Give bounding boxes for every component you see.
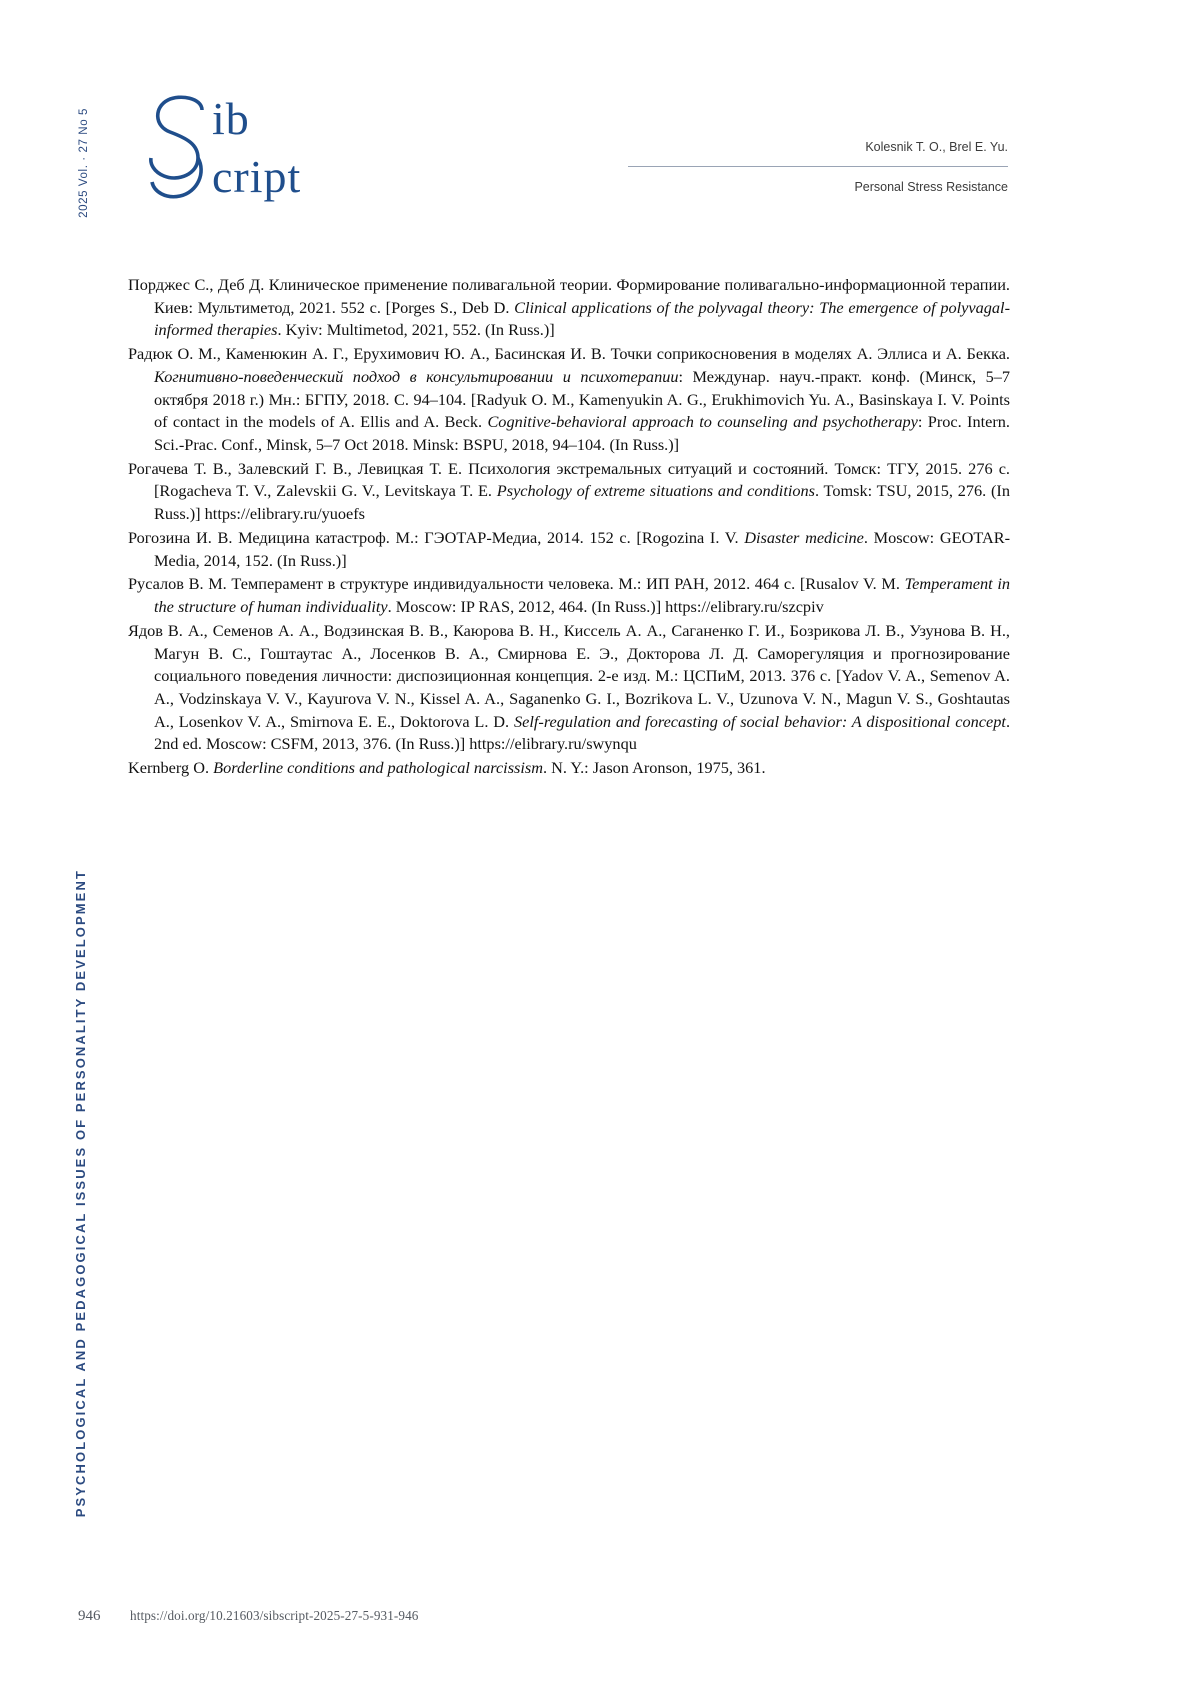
reference-text: : Proc. Intern. Sci.-Prac. Conf., Minsk, 5–7 Oct 2018. Minsk: BSPU, 2018, 94–104. (In Russ.)] xyxy=(154,412,1010,455)
page-header xyxy=(128,88,1008,216)
reference-text: Рогачева Т. В., Залевский Г. В., Левицкая Т. Е. Психология экстремальных ситуаций и состояний. Томск: ТГУ, 2015. 276 с. [Rogacheva T. V., Zalevskii G. V., Levitskaya T. E. xyxy=(128,458,1010,501)
reference-title-italic: Self-regulation and forecasting of social behavior: A dispositional concept xyxy=(513,711,1006,731)
section-label: PSYCHOLOGICAL AND PEDAGOGICAL ISSUES OF PERSONALITY DEVELOPMENT xyxy=(73,868,88,1517)
reference-title-italic: Clinical applications of the polyvagal theory: The emergence of polyvagal-informed therapies xyxy=(154,297,1010,340)
svg-text:ib: ib xyxy=(212,93,250,144)
reference-item xyxy=(128,573,1010,618)
reference-text: . 2nd ed. Moscow: CSFM, 2013, 376. (In Russ.)] https://elibrary.ru/swynqu xyxy=(154,711,1011,754)
reference-item xyxy=(128,343,1010,457)
reference-item xyxy=(128,527,1010,572)
reference-text: Русалов В. М. Темперамент в структуре индивидуальности человека. М.: ИП РАН, 2012. 464 с. [Rusalov V. M. xyxy=(128,574,905,594)
reference-text: . Tomsk: TSU, 2015, 276. (In Russ.)] https://elibrary.ru/yuoefs xyxy=(154,481,1010,524)
reference-title-italic: Когнитивно-поведенческий подход в консультировании и психотерапии xyxy=(154,366,679,386)
svg-text:cript: cript xyxy=(212,151,302,202)
sibscript-logo xyxy=(128,88,358,216)
reference-title-italic: Borderline conditions and pathological narcissism xyxy=(213,758,543,778)
page-footer xyxy=(78,1607,1018,1625)
issue-label: 2025 Vol. · 27 No 5 xyxy=(78,108,90,218)
reference-item xyxy=(128,620,1010,756)
header-article-title: Personal Stress Resistance xyxy=(854,180,1008,194)
reference-text: . Moscow: IP RAS, 2012, 464. (In Russ.)] https://elibrary.ru/szcpiv xyxy=(387,597,824,617)
header-meta xyxy=(488,140,1008,194)
reference-title-italic: Cognitive-behavioral approach to counseling and psychotherapy xyxy=(487,412,918,432)
doi-link[interactable]: https://doi.org/10.21603/sibscript-2025-27-5-931-946 xyxy=(130,1608,419,1623)
reference-text: Порджес С., Деб Д. Клиническое применение поливагальной теории. Формирование поливагально-информационной терапии. Киев: Мультиметод, 2021. 552 с. [Porges S., Deb D. xyxy=(128,275,1010,317)
reference-text: . Moscow: GEOTAR-Media, 2014, 152. (In Russ.)] xyxy=(154,527,1011,570)
reference-item xyxy=(128,458,1010,526)
reference-text: . N. Y.: Jason Aronson, 1975, 361. xyxy=(543,758,766,778)
reference-item xyxy=(128,757,1010,780)
reference-text: Ядов В. А., Семенов А. А., Водзинская В. В., Каюрова В. Н., Киссель А. А., Саганенко Г. И., Бозрикова Л. В., Узунова В. Н., Магун В. С., Гоштаутас А., Лосенков В. А., Смирнова Е. Э., Докторова Л. Д. Саморегуляция и прогнозирование социального поведения личности: диспозиционная концепция. 2-е изд. М.: ЦСПиМ, 2013. 376 с. [Yadov V. A., Semenov A. A., Vodzinskaya V. V., Kayurova V. N., Kissel A. A., Saganenko G. I., Bozrikova L. V., Uzunova V. N., Magun V. S., Goshtautas A., Losenkov V. A., Smirnova E. E., Doktorova L. D. xyxy=(128,620,1010,731)
reference-text: Рогозина И. В. Медицина катастроф. М.: ГЭОТАР-Медиа, 2014. 152 с. [Rogozina I. V. xyxy=(128,527,745,547)
reference-text: : Междунар. науч.-практ. конф. (Минск, 5–7 октября 2018 г.) Мн.: БГПУ, 2018. С. 94–104. [Radyuk O. M., Kamenyukin A. G., Erukhimovich Yu. A., Basinskaya I. V. Points of contact in the models of A. Ellis and A. Beck. xyxy=(154,366,1010,432)
reference-text: Радюк О. М., Каменюкин А. Г., Ерухимович Ю. А., Басинская И. В. Точки соприкосновения в моделях А. Эллиса и А. Бекка. xyxy=(128,344,1010,364)
reference-list xyxy=(128,274,1010,781)
reference-text: Kernberg O. xyxy=(128,758,214,778)
reference-text: . Kyiv: Multimetod, 2021, 552. (In Russ.)] xyxy=(277,320,555,340)
reference-title-italic: Temperament in the structure of human individuality xyxy=(154,574,1010,617)
page-number: 946 xyxy=(78,1608,101,1624)
reference-title-italic: Psychology of extreme situations and conditions xyxy=(496,481,815,501)
reference-title-italic: Disaster medicine xyxy=(744,527,864,547)
header-authors: Kolesnik T. O., Brel E. Yu. xyxy=(865,140,1008,154)
reference-item xyxy=(128,274,1010,342)
